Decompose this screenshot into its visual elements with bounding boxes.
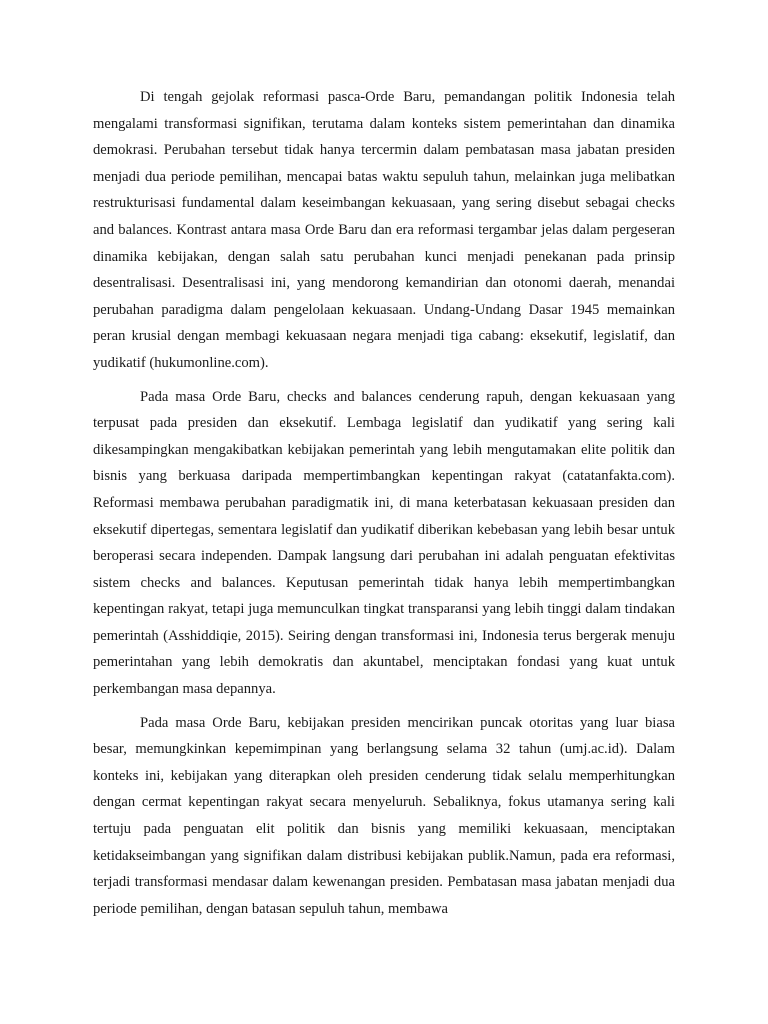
paragraph-2: Pada masa Orde Baru, checks and balances cenderung rapuh, dengan kekuasaan yang terpusat pada presiden dan eksekutif. Lembaga legislatif dan yudikatif yang sering kali dikesampingkan mengakibatkan kebijakan pemerintah yang lebih mengutamakan elite politik dan bisnis yang berkuasa daripada mempertimbangkan kepentingan rakyat (catatanfakta.com). Reformasi membawa perubahan paradigmatik ini, di mana keterbatasan kekuasaan presiden dan eksekutif dipertegas, sementara legislatif dan yudikatif diberikan kebebasan yang lebih besar untuk beroperasi secara independen. Dampak langsung dari perubahan ini adalah penguatan efektivitas sistem checks and balances. Keputusan pemerintah tidak hanya lebih mempertimbangkan kepentingan rakyat, tetapi juga memunculkan tingkat transparansi yang lebih tinggi dalam tindakan pemerintah (Asshiddiqie, 2015). Seiring dengan transformasi ini, Indonesia terus bergerak menuju pemerintahan yang lebih demokratis dan akuntabel, menciptakan fondasi yang kuat untuk perkembangan masa depannya. <box>93 388 675 698</box>
paragraph-1: Di tengah gejolak reformasi pasca-Orde Baru, pemandangan politik Indonesia telah mengalami transformasi signifikan, terutama dalam konteks sistem pemerintahan dan dinamika demokrasi. Perubahan tersebut tidak hanya tercermin dalam pembatasan masa jabatan presiden menjadi dua periode pemilihan, mencapai batas waktu sepuluh tahun, melainkan juga melibatkan restrukturisasi fundamental dalam keseimbangan kekuasaan, yang sering disebut sebagai checks and balances. Kontrast antara masa Orde Baru dan era reformasi tergambar jelas dalam pergeseran dinamika kebijakan, dengan salah satu perubahan kunci menjadi penekanan pada prinsip desentralisasi. Desentralisasi ini, yang mendorong kemandirian dan otonomi daerah, menandai perubahan paradigma dalam pengelolaan kekuasaan. Undang-Undang Dasar 1945 memainkan peran krusial dengan membagi kekuasaan negara menjadi tiga cabang: eksekutif, legislatif, dan yudikatif (hukumonline.com). <box>93 89 675 371</box>
document-body <box>93 84 675 929</box>
paragraph-3: Pada masa Orde Baru, kebijakan presiden mencirikan puncak otoritas yang luar biasa besar, memungkinkan kepemimpinan yang berlangsung selama 32 tahun (umj.ac.id). Dalam konteks ini, kebijakan yang diterapkan oleh presiden cenderung tidak selalu memperhitungkan dengan cermat kepentingan rakyat secara menyeluruh. Sebaliknya, fokus utamanya sering kali tertuju pada penguatan elit politik dan bisnis yang memiliki kekuasaan, menciptakan ketidakseimbangan yang signifikan dalam distribusi kebijakan publik.Namun, pada era reformasi, terjadi transformasi mendasar dalam kewenangan presiden. Pembatasan masa jabatan menjadi dua periode pemilihan, dengan batasan sepuluh tahun, membawa <box>93 714 675 917</box>
